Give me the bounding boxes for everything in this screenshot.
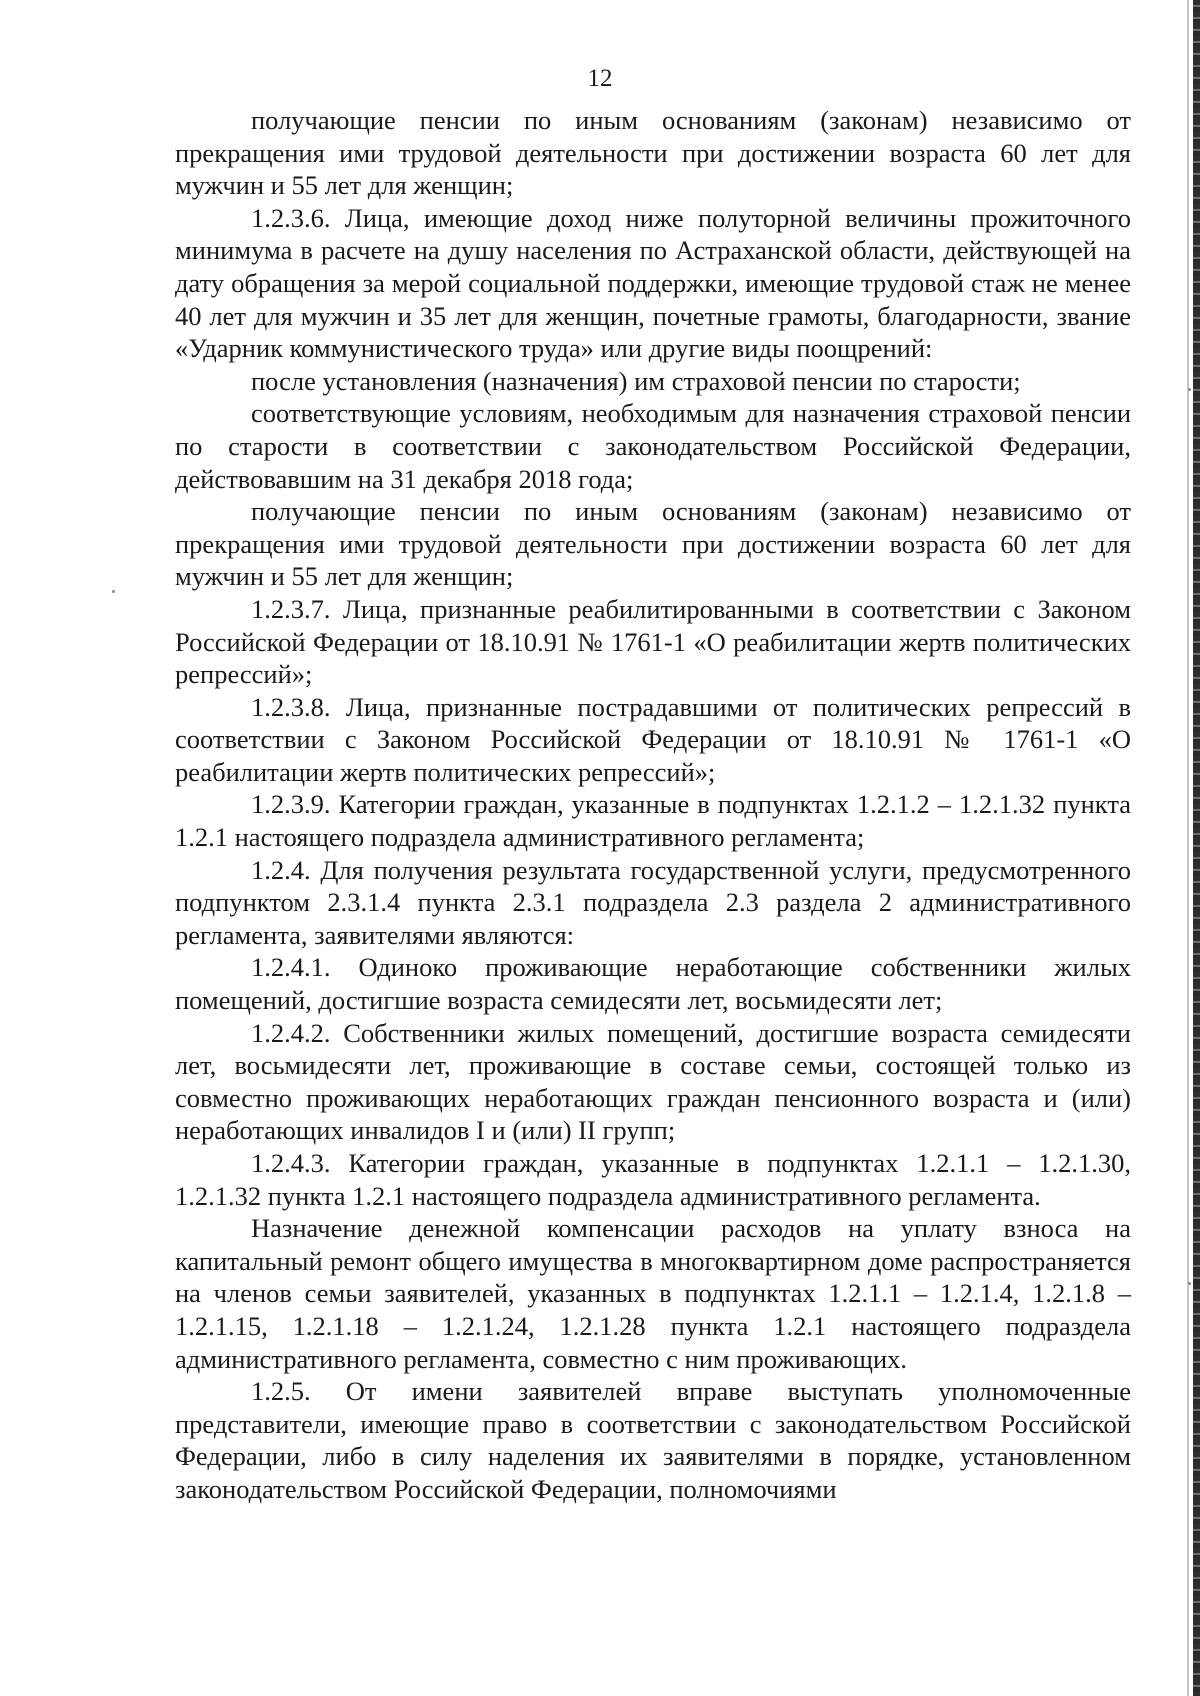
paragraph: соответствующие условиям, необходимым для назначения страховой пенсии по старости в соответствии с законодательством Российской Федерации, действовавшим на 31 декабря 2018 года; [175,398,1131,494]
paragraph: 1.2.4.2. Собственники жилых помещений, достигшие возраста семидесяти лет, восьмидесяти лет, проживающие в составе семьи, состоящей только из совместно проживающих неработающих граждан пенсионного возраста и (или) неработающих инвалидов I и (или) II групп; [175,1017,1131,1146]
scan-speck [1188,1282,1191,1285]
document-body [175,104,1131,1506]
paragraph: 1.2.4. Для получения результата государственной услуги, предусмотренного подпунктом 2.3.1.4 пункта 2.3.1 подраздела 2.3 раздела 2 административного регламента, заявителями являются: [175,854,1131,950]
scan-speck [112,590,115,593]
page-number: 12 [587,65,613,92]
paragraph: 1.2.3.8. Лица, признанные пострадавшими от политических репрессий в соответствии с Законом Российской Федерации от 18.10.91 № 1761-1 «О реабилитации жертв политических репрессий»; [175,691,1131,787]
paragraph: 1.2.4.1. Одиноко проживающие неработающие собственники жилых помещений, достигшие возраста семидесяти лет, восьмидесяти лет; [175,952,1131,1016]
paragraph: 1.2.3.6. Лица, имеющие доход ниже полуторной величины прожиточного минимума в расчете на душу населения по Астраханской области, действующей на дату обращения за мерой социальной поддержки, имеющие трудовой стаж не менее 40 лет для мужчин и 35 лет для женщин, почетные грамоты, благодарности, звание «Ударник коммунистического труда» или другие виды поощрений: [175,202,1131,364]
scan-edge-line [1187,0,1189,1696]
paragraph: получающие пенсии по иным основаниям (законам) независимо от прекращения ими трудовой деятельности при достижении возраста 60 лет для мужчин и 55 лет для женщин; [175,496,1131,592]
paragraph: 1.2.3.7. Лица, признанные реабилитированными в соответствии с Законом Российской Федерации от 18.10.91 № 1761-1 «О реабилитации жертв политических репрессий»; [175,593,1131,690]
paragraph: Назначение денежной компенсации расходов на уплату взноса на капитальный ремонт общего имущества в многоквартирном доме распространяется на членов семьи заявителей, указанных в подпунктах 1.2.1.1 – 1.2.1.4, 1.2.1.8 – 1.2.1.15, 1.2.1.18 – 1.2.1.24, 1.2.1.28 пункта 1.2.1 настоящего подраздела административного регламента, совместно с ним проживающих. [175,1213,1131,1374]
paragraph: после установления (назначения) им страховой пенсии по старости; [251,365,1021,396]
paragraph: 1.2.3.9. Категории граждан, указанные в подпунктах 1.2.1.2 – 1.2.1.32 пункта 1.2.1 настоящего подраздела административного регламента; [175,789,1131,853]
paragraph: 1.2.5. От имени заявителей вправе выступать уполномоченные представители, имеющие право в соответствии с законодательством Российской Федерации, либо в силу наделения их заявителями в порядке, установленном законодательством Российской Федерации, полномочиями [175,1376,1131,1504]
scan-speck [1188,388,1191,391]
paragraph: получающие пенсии по иным основаниям (законам) независимо от прекращения ими трудовой деятельности при достижении возраста 60 лет для мужчин и 55 лет для женщин; [175,105,1131,201]
paragraph: 1.2.4.3. Категории граждан, указанные в подпунктах 1.2.1.1 – 1.2.1.30, 1.2.1.32 пункта 1.2.1 настоящего подраздела административного регламента. [175,1148,1131,1211]
scan-edge-shadow [1193,0,1200,1696]
